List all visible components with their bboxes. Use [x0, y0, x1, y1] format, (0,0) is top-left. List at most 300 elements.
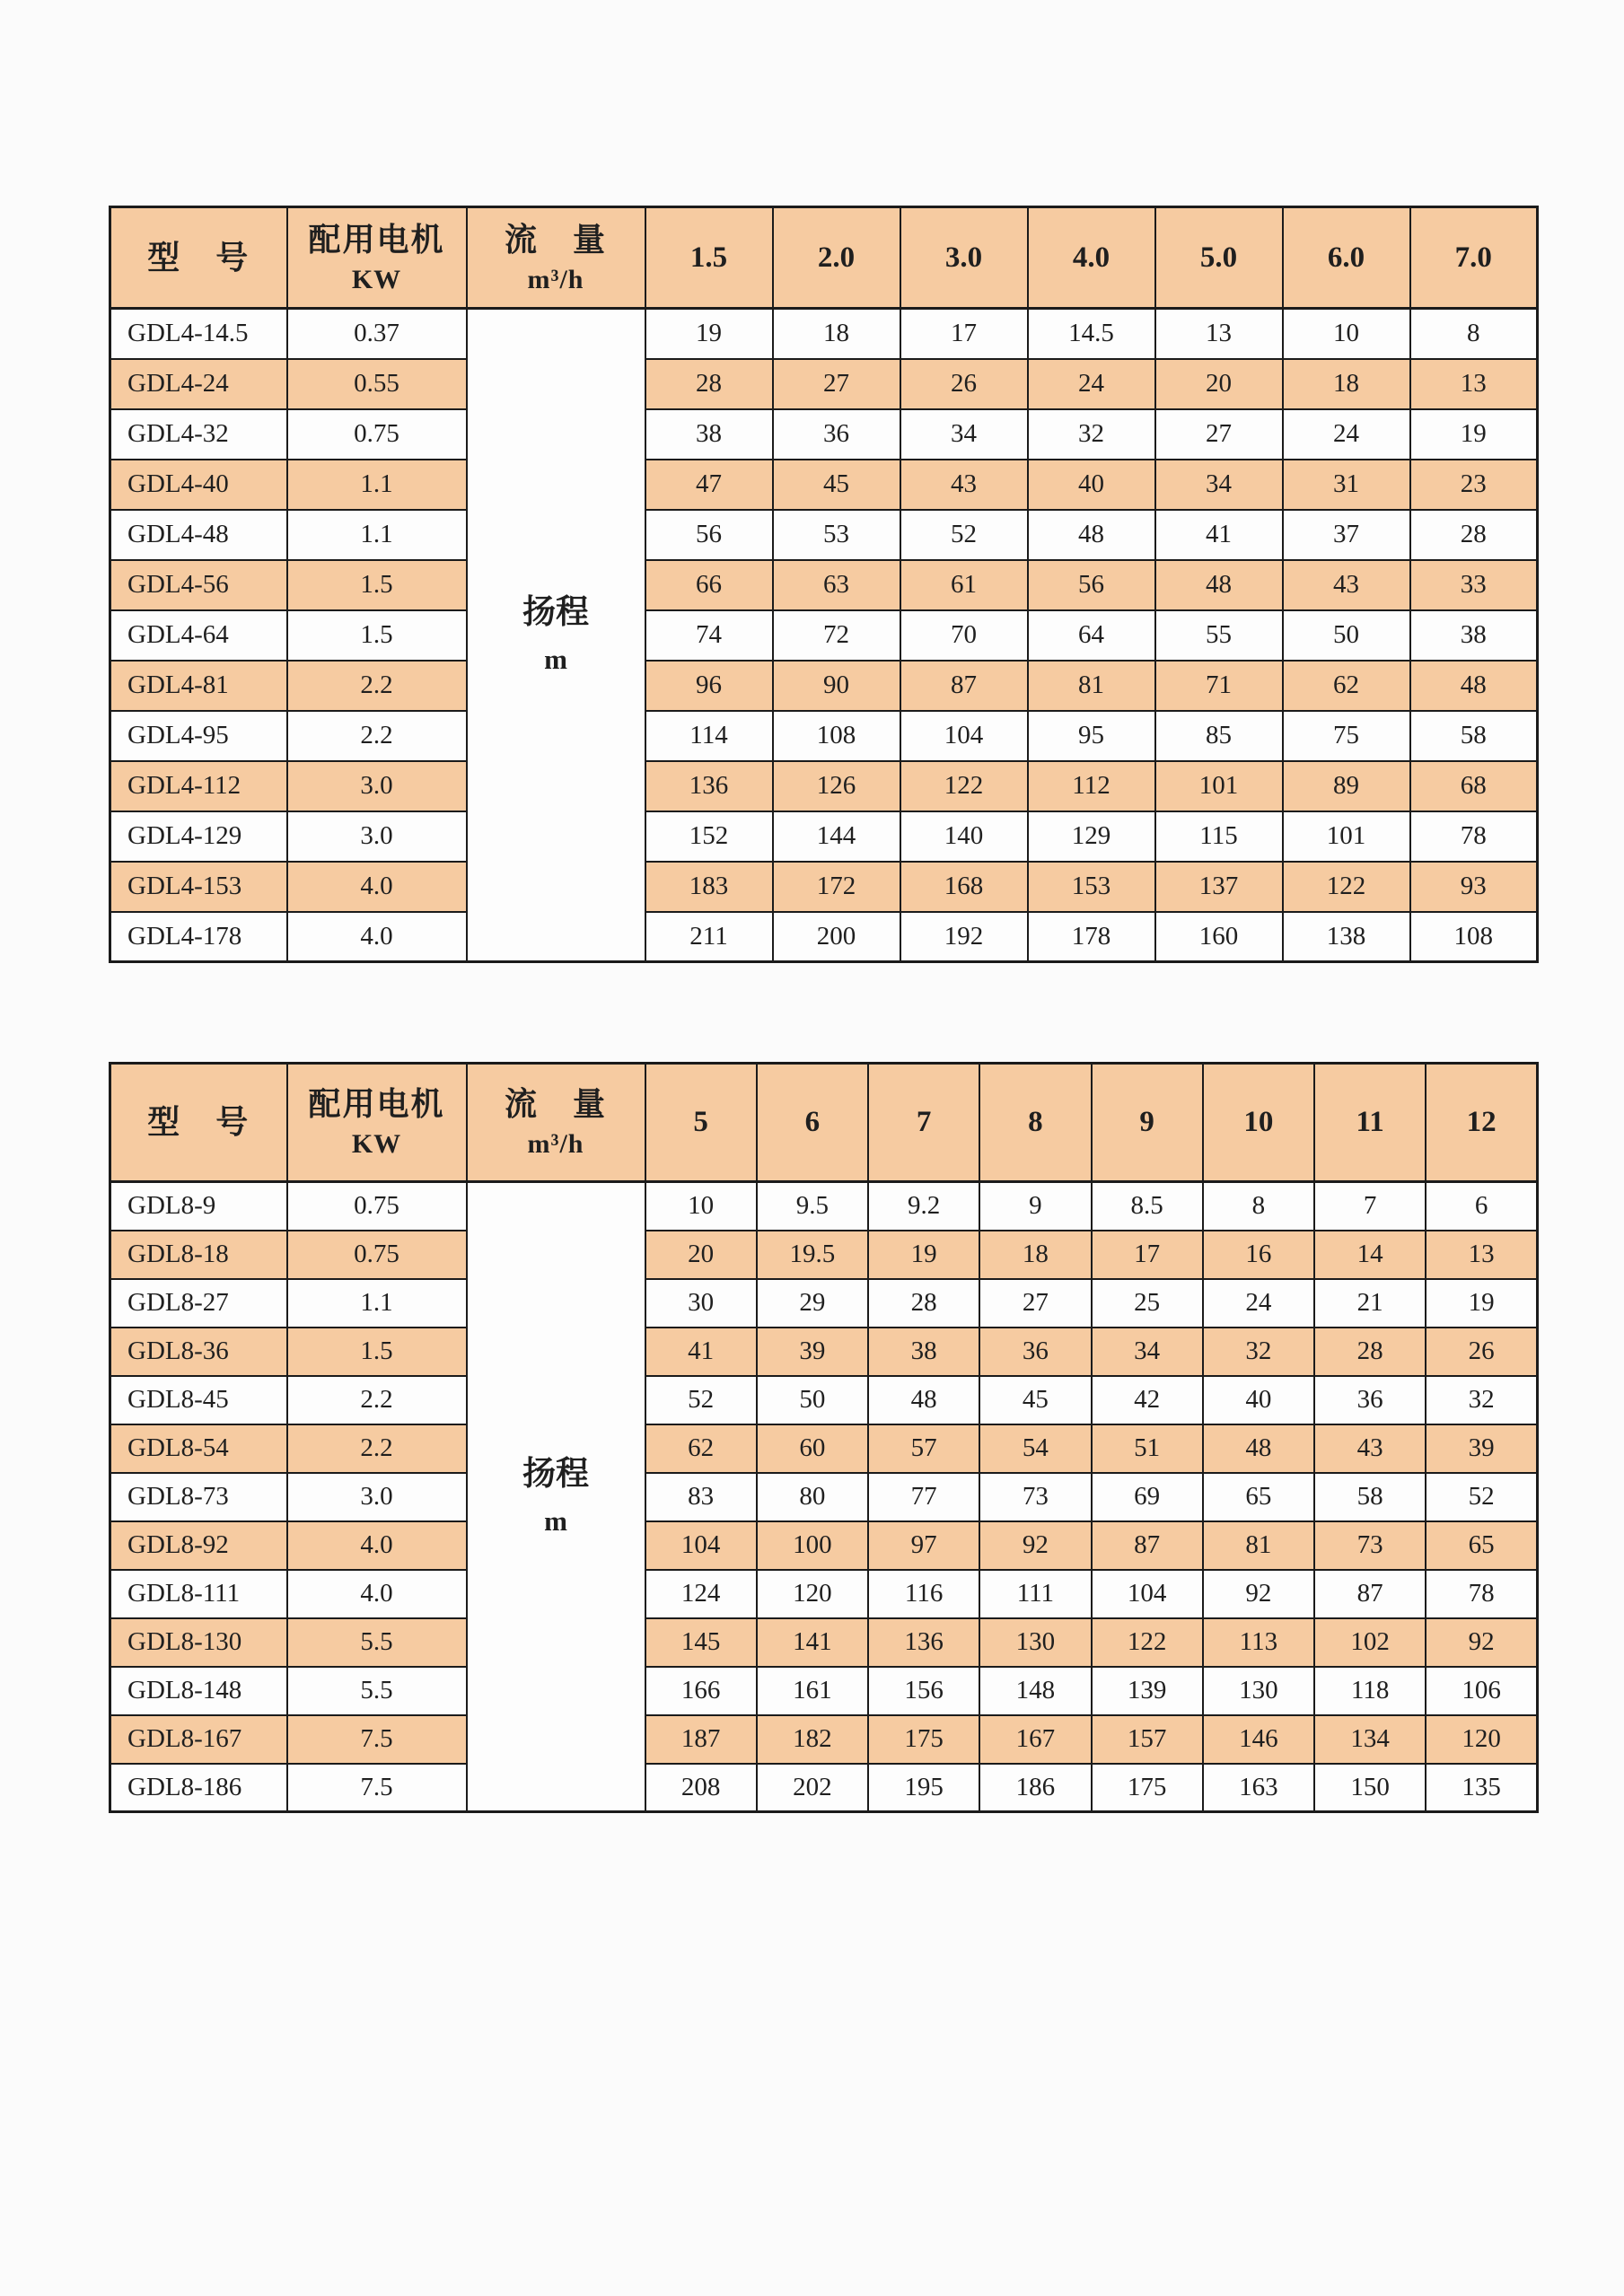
table-row: [110, 460, 1538, 510]
head-value-cell: 66: [645, 560, 773, 610]
head-value-cell: 30: [645, 1279, 757, 1328]
motor-unit-label: KW: [351, 1129, 402, 1159]
model-cell: GDL8-36: [110, 1328, 287, 1376]
head-value-cell: 62: [645, 1424, 757, 1473]
head-value-cell: 48: [1203, 1424, 1314, 1473]
head-label: 扬程: [522, 1456, 589, 1494]
motor-column-header: [287, 1064, 467, 1182]
head-value-cell: 134: [1314, 1715, 1426, 1764]
head-value-cell: 13: [1410, 359, 1538, 409]
motor-kw-cell: 2.2: [287, 711, 467, 761]
head-value-cell: 106: [1426, 1667, 1537, 1715]
gdl8-performance-table: [109, 1062, 1539, 1813]
head-value-cell: 211: [645, 912, 773, 962]
model-cell: GDL4-14.5: [110, 309, 287, 359]
model-cell: GDL4-112: [110, 761, 287, 811]
head-value-cell: 111: [979, 1570, 1091, 1618]
head-value-cell: 40: [1028, 460, 1155, 510]
flow-value-column-header: 9: [1092, 1064, 1203, 1182]
head-value-cell: 31: [1283, 460, 1410, 510]
table-row: [110, 661, 1538, 711]
head-value-cell: 130: [1203, 1667, 1314, 1715]
model-cell: GDL4-56: [110, 560, 287, 610]
head-value-cell: 52: [900, 510, 1028, 560]
flow-value-column-header: 10: [1203, 1064, 1314, 1182]
model-cell: GDL4-95: [110, 711, 287, 761]
head-value-cell: 45: [773, 460, 900, 510]
head-value-cell: 87: [1314, 1570, 1426, 1618]
model-cell: GDL8-148: [110, 1667, 287, 1715]
head-value-cell: 136: [868, 1618, 979, 1667]
flow-unit-label: m³/h: [527, 1129, 584, 1159]
head-value-cell: 26: [1426, 1328, 1537, 1376]
model-cell: GDL8-111: [110, 1570, 287, 1618]
head-value-cell: 39: [757, 1328, 868, 1376]
head-value-cell: 116: [868, 1570, 979, 1618]
head-value-cell: 163: [1203, 1764, 1314, 1812]
head-value-cell: 9.5: [757, 1182, 868, 1231]
head-value-cell: 24: [1283, 409, 1410, 460]
head-value-cell: 186: [979, 1764, 1091, 1812]
head-value-cell: 112: [1028, 761, 1155, 811]
gdl4-table-body: [110, 309, 1538, 962]
head-value-cell: 182: [757, 1715, 868, 1764]
motor-kw-cell: 1.1: [287, 460, 467, 510]
head-value-cell: 114: [645, 711, 773, 761]
table-row: [110, 1715, 1538, 1764]
head-value-cell: 38: [868, 1328, 979, 1376]
head-value-cell: 50: [757, 1376, 868, 1424]
flow-value-column-header: 1.5: [645, 207, 773, 309]
table-row: [110, 359, 1538, 409]
head-value-cell: 178: [1028, 912, 1155, 962]
head-value-cell: 83: [645, 1473, 757, 1521]
head-value-cell: 34: [1155, 460, 1283, 510]
head-value-cell: 34: [900, 409, 1028, 460]
motor-kw-cell: 4.0: [287, 912, 467, 962]
head-value-cell: 20: [1155, 359, 1283, 409]
head-value-cell: 51: [1092, 1424, 1203, 1473]
head-value-cell: 120: [757, 1570, 868, 1618]
table-row: [110, 510, 1538, 560]
head-value-cell: 195: [868, 1764, 979, 1812]
table-row: [110, 711, 1538, 761]
head-value-cell: 32: [1028, 409, 1155, 460]
head-value-cell: 100: [757, 1521, 868, 1570]
head-value-cell: 17: [1092, 1231, 1203, 1279]
model-header-label: 型 号: [147, 239, 250, 276]
head-value-cell: 56: [645, 510, 773, 560]
head-value-cell: 108: [1410, 912, 1538, 962]
head-value-cell: 124: [645, 1570, 757, 1618]
model-cell: GDL8-92: [110, 1521, 287, 1570]
head-value-cell: 130: [979, 1618, 1091, 1667]
motor-kw-cell: 2.2: [287, 1424, 467, 1473]
motor-kw-cell: 7.5: [287, 1764, 467, 1812]
head-value-cell: 87: [1092, 1521, 1203, 1570]
head-value-cell: 48: [1028, 510, 1155, 560]
head-value-cell: 113: [1203, 1618, 1314, 1667]
head-value-cell: 129: [1028, 811, 1155, 862]
model-cell: GDL8-186: [110, 1764, 287, 1812]
model-cell: GDL8-167: [110, 1715, 287, 1764]
head-value-cell: 73: [1314, 1521, 1426, 1570]
head-value-cell: 138: [1283, 912, 1410, 962]
model-cell: GDL4-153: [110, 862, 287, 912]
head-value-cell: 73: [979, 1473, 1091, 1521]
head-value-cell: 43: [1283, 560, 1410, 610]
table-row: [110, 862, 1538, 912]
head-value-cell: 43: [900, 460, 1028, 510]
model-cell: GDL8-27: [110, 1279, 287, 1328]
model-cell: GDL4-178: [110, 912, 287, 962]
table-row: [110, 912, 1538, 962]
model-cell: GDL8-130: [110, 1618, 287, 1667]
head-value-cell: 122: [1283, 862, 1410, 912]
head-value-cell: 168: [900, 862, 1028, 912]
motor-kw-cell: 3.0: [287, 811, 467, 862]
head-value-cell: 153: [1028, 862, 1155, 912]
head-value-cell: 32: [1203, 1328, 1314, 1376]
head-value-cell: 161: [757, 1667, 868, 1715]
head-value-cell: 8: [1410, 309, 1538, 359]
head-value-cell: 37: [1283, 510, 1410, 560]
head-value-cell: 65: [1203, 1473, 1314, 1521]
table-row: [110, 1424, 1538, 1473]
head-value-cell: 43: [1314, 1424, 1426, 1473]
head-value-cell: 38: [1410, 610, 1538, 661]
head-value-cell: 157: [1092, 1715, 1203, 1764]
model-cell: GDL4-81: [110, 661, 287, 711]
head-value-cell: 27: [1155, 409, 1283, 460]
flow-value-column-header: 8: [979, 1064, 1091, 1182]
gdl8-table-header: [110, 1064, 1538, 1182]
head-value-cell: 152: [645, 811, 773, 862]
head-value-cell: 96: [645, 661, 773, 711]
model-cell: GDL4-64: [110, 610, 287, 661]
head-value-cell: 27: [979, 1279, 1091, 1328]
flow-unit-label: m³/h: [527, 264, 584, 294]
head-value-cell: 18: [773, 309, 900, 359]
head-value-cell: 104: [900, 711, 1028, 761]
head-value-cell: 39: [1426, 1424, 1537, 1473]
head-value-cell: 146: [1203, 1715, 1314, 1764]
head-value-cell: 70: [900, 610, 1028, 661]
head-value-cell: 28: [868, 1279, 979, 1328]
table-row: [110, 1376, 1538, 1424]
head-value-cell: 48: [1410, 661, 1538, 711]
head-value-cell: 38: [645, 409, 773, 460]
head-value-cell: 60: [757, 1424, 868, 1473]
head-value-cell: 28: [645, 359, 773, 409]
flow-value-column-header: 3.0: [900, 207, 1028, 309]
head-value-cell: 14.5: [1028, 309, 1155, 359]
model-cell: GDL8-45: [110, 1376, 287, 1424]
head-value-cell: 202: [757, 1764, 868, 1812]
head-value-cell: 81: [1203, 1521, 1314, 1570]
flow-value-column-header: 4.0: [1028, 207, 1155, 309]
motor-kw-cell: 4.0: [287, 1521, 467, 1570]
head-value-cell: 140: [900, 811, 1028, 862]
head-value-cell: 122: [1092, 1618, 1203, 1667]
head-value-cell: 10: [645, 1182, 757, 1231]
flow-value-column-header: 6.0: [1283, 207, 1410, 309]
head-value-cell: 126: [773, 761, 900, 811]
head-value-cell: 89: [1283, 761, 1410, 811]
head-value-cell: 104: [645, 1521, 757, 1570]
head-value-cell: 52: [1426, 1473, 1537, 1521]
head-value-cell: 104: [1092, 1570, 1203, 1618]
head-value-cell: 95: [1028, 711, 1155, 761]
head-value-cell: 81: [1028, 661, 1155, 711]
head-value-cell: 19: [1426, 1279, 1537, 1328]
head-value-cell: 63: [773, 560, 900, 610]
head-value-cell: 92: [1426, 1618, 1537, 1667]
header-row: [110, 1064, 1538, 1182]
head-value-cell: 101: [1283, 811, 1410, 862]
head-value-cell: 8: [1203, 1182, 1314, 1231]
flow-value-column-header: 11: [1314, 1064, 1426, 1182]
head-value-cell: 48: [1155, 560, 1283, 610]
model-header-label: 型 号: [147, 1104, 250, 1140]
flow-value-column-header: 6: [757, 1064, 868, 1182]
head-value-cell: 77: [868, 1473, 979, 1521]
head-value-cell: 68: [1410, 761, 1538, 811]
motor-kw-cell: 1.5: [287, 1328, 467, 1376]
head-value-cell: 69: [1092, 1473, 1203, 1521]
head-value-cell: 36: [1314, 1376, 1426, 1424]
head-value-cell: 20: [645, 1231, 757, 1279]
model-cell: GDL8-73: [110, 1473, 287, 1521]
head-value-cell: 27: [773, 359, 900, 409]
head-value-cell: 78: [1410, 811, 1538, 862]
head-value-cell: 167: [979, 1715, 1091, 1764]
table-row: [110, 1521, 1538, 1570]
table-row: [110, 1570, 1538, 1618]
head-value-cell: 118: [1314, 1667, 1426, 1715]
head-value-cell: 36: [773, 409, 900, 460]
head-value-cell: 54: [979, 1424, 1091, 1473]
head-value-cell: 33: [1410, 560, 1538, 610]
head-value-cell: 53: [773, 510, 900, 560]
head-value-cell: 18: [1283, 359, 1410, 409]
head-value-cell: 17: [900, 309, 1028, 359]
table-row: [110, 1764, 1538, 1812]
head-value-cell: 64: [1028, 610, 1155, 661]
head-value-cell: 24: [1028, 359, 1155, 409]
head-value-cell: 115: [1155, 811, 1283, 862]
table-row: [110, 1473, 1538, 1521]
head-value-cell: 175: [868, 1715, 979, 1764]
motor-header-label: 配用电机: [308, 1086, 445, 1122]
head-value-cell: 166: [645, 1667, 757, 1715]
gdl4-performance-table: [109, 206, 1539, 963]
head-value-cell: 14: [1314, 1231, 1426, 1279]
head-unit-label: m: [544, 1504, 567, 1537]
motor-kw-cell: 0.75: [287, 1182, 467, 1231]
head-value-cell: 90: [773, 661, 900, 711]
flow-header-label: 流 量: [504, 1086, 607, 1122]
head-value-cell: 72: [773, 610, 900, 661]
motor-unit-label: KW: [351, 264, 402, 294]
head-value-cell: 34: [1092, 1328, 1203, 1376]
head-value-cell: 32: [1426, 1376, 1537, 1424]
model-column-header: [110, 207, 287, 309]
motor-kw-cell: 1.1: [287, 1279, 467, 1328]
head-value-cell: 19.5: [757, 1231, 868, 1279]
head-value-cell: 29: [757, 1279, 868, 1328]
head-value-cell: 141: [757, 1618, 868, 1667]
head-value-cell: 200: [773, 912, 900, 962]
table-row: [110, 1279, 1538, 1328]
motor-kw-cell: 4.0: [287, 1570, 467, 1618]
head-value-cell: 55: [1155, 610, 1283, 661]
flow-header-label: 流 量: [504, 221, 607, 258]
head-value-cell: 25: [1092, 1279, 1203, 1328]
head-value-cell: 40: [1203, 1376, 1314, 1424]
gdl4-table-header: [110, 207, 1538, 309]
motor-kw-cell: 1.5: [287, 610, 467, 661]
head-value-cell: 160: [1155, 912, 1283, 962]
head-value-cell: 137: [1155, 862, 1283, 912]
model-cell: GDL4-24: [110, 359, 287, 409]
head-value-cell: 58: [1410, 711, 1538, 761]
motor-column-header: [287, 207, 467, 309]
motor-kw-cell: 0.37: [287, 309, 467, 359]
model-cell: GDL4-32: [110, 409, 287, 460]
head-value-cell: 80: [757, 1473, 868, 1521]
motor-kw-cell: 4.0: [287, 862, 467, 912]
flow-value-column-header: 7.0: [1410, 207, 1538, 309]
motor-kw-cell: 0.75: [287, 1231, 467, 1279]
head-value-cell: 120: [1426, 1715, 1537, 1764]
head-value-cell: 172: [773, 862, 900, 912]
head-value-cell: 74: [645, 610, 773, 661]
flow-value-column-header: 12: [1426, 1064, 1537, 1182]
motor-header-label: 配用电机: [308, 221, 445, 258]
table-row: [110, 1182, 1538, 1231]
table-row: [110, 761, 1538, 811]
motor-kw-cell: 3.0: [287, 761, 467, 811]
motor-kw-cell: 5.5: [287, 1667, 467, 1715]
table-row: [110, 610, 1538, 661]
flow-value-column-header: 2.0: [773, 207, 900, 309]
head-value-cell: 18: [979, 1231, 1091, 1279]
head-value-cell: 42: [1092, 1376, 1203, 1424]
head-value-cell: 45: [979, 1376, 1091, 1424]
head-value-cell: 58: [1314, 1473, 1426, 1521]
motor-kw-cell: 3.0: [287, 1473, 467, 1521]
motor-kw-cell: 0.55: [287, 359, 467, 409]
head-value-cell: 145: [645, 1618, 757, 1667]
head-value-cell: 16: [1203, 1231, 1314, 1279]
head-value-cell: 19: [1410, 409, 1538, 460]
model-cell: GDL4-40: [110, 460, 287, 510]
head-value-cell: 136: [645, 761, 773, 811]
head-value-cell: 23: [1410, 460, 1538, 510]
head-value-cell: 28: [1314, 1328, 1426, 1376]
model-cell: GDL4-129: [110, 811, 287, 862]
head-value-cell: 62: [1283, 661, 1410, 711]
head-value-cell: 52: [645, 1376, 757, 1424]
head-value-cell: 9.2: [868, 1182, 979, 1231]
head-value-cell: 97: [868, 1521, 979, 1570]
table-row: [110, 1618, 1538, 1667]
model-cell: GDL8-54: [110, 1424, 287, 1473]
head-value-cell: 36: [979, 1328, 1091, 1376]
head-value-cell: 21: [1314, 1279, 1426, 1328]
head-value-cell: 9: [979, 1182, 1091, 1231]
flow-value-column-header: 7: [868, 1064, 979, 1182]
head-value-cell: 175: [1092, 1764, 1203, 1812]
head-value-cell: 19: [868, 1231, 979, 1279]
table-row: [110, 811, 1538, 862]
head-unit-merged-cell: [467, 309, 645, 962]
head-value-cell: 156: [868, 1667, 979, 1715]
head-label: 扬程: [522, 594, 589, 632]
head-value-cell: 47: [645, 460, 773, 510]
motor-kw-cell: 0.75: [287, 409, 467, 460]
head-value-cell: 57: [868, 1424, 979, 1473]
motor-kw-cell: 7.5: [287, 1715, 467, 1764]
head-value-cell: 7: [1314, 1182, 1426, 1231]
head-value-cell: 41: [645, 1328, 757, 1376]
head-unit-merged-cell: [467, 1182, 645, 1812]
head-value-cell: 41: [1155, 510, 1283, 560]
head-value-cell: 8.5: [1092, 1182, 1203, 1231]
motor-kw-cell: 1.5: [287, 560, 467, 610]
head-value-cell: 87: [900, 661, 1028, 711]
head-value-cell: 192: [900, 912, 1028, 962]
head-value-cell: 71: [1155, 661, 1283, 711]
table-row: [110, 309, 1538, 359]
model-cell: GDL8-18: [110, 1231, 287, 1279]
head-value-cell: 144: [773, 811, 900, 862]
head-value-cell: 65: [1426, 1521, 1537, 1570]
head-unit-label: m: [544, 643, 567, 675]
head-value-cell: 13: [1155, 309, 1283, 359]
head-value-cell: 13: [1426, 1231, 1537, 1279]
table-row: [110, 560, 1538, 610]
head-value-cell: 85: [1155, 711, 1283, 761]
motor-kw-cell: 5.5: [287, 1618, 467, 1667]
head-value-cell: 102: [1314, 1618, 1426, 1667]
flow-column-header: [467, 207, 645, 309]
model-column-header: [110, 1064, 287, 1182]
head-value-cell: 61: [900, 560, 1028, 610]
flow-column-header: [467, 1064, 645, 1182]
motor-kw-cell: 1.1: [287, 510, 467, 560]
head-value-cell: 208: [645, 1764, 757, 1812]
head-value-cell: 92: [979, 1521, 1091, 1570]
head-value-cell: 50: [1283, 610, 1410, 661]
table-row: [110, 1667, 1538, 1715]
head-value-cell: 122: [900, 761, 1028, 811]
model-cell: GDL4-48: [110, 510, 287, 560]
head-value-cell: 28: [1410, 510, 1538, 560]
head-value-cell: 183: [645, 862, 773, 912]
head-value-cell: 26: [900, 359, 1028, 409]
head-value-cell: 101: [1155, 761, 1283, 811]
head-value-cell: 150: [1314, 1764, 1426, 1812]
flow-value-column-header: 5.0: [1155, 207, 1283, 309]
header-row: [110, 207, 1538, 309]
head-value-cell: 187: [645, 1715, 757, 1764]
head-value-cell: 48: [868, 1376, 979, 1424]
head-value-cell: 108: [773, 711, 900, 761]
head-value-cell: 92: [1203, 1570, 1314, 1618]
table-row: [110, 409, 1538, 460]
